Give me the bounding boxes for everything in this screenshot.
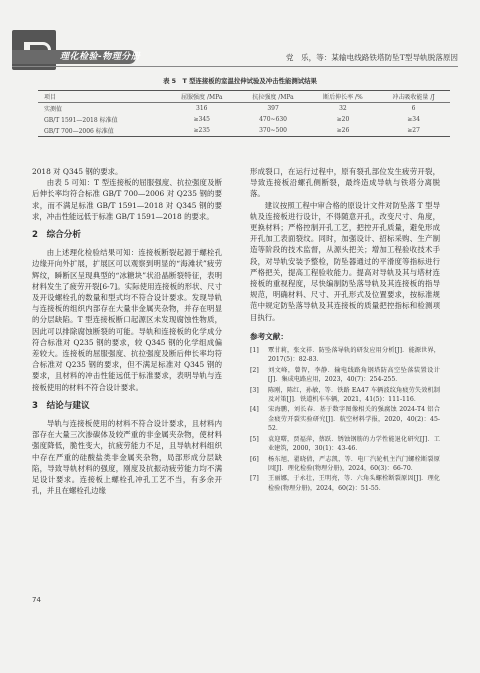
table-cell: GB/T 700—2006 标准值: [38, 125, 166, 137]
table-row: [38, 114, 450, 125]
reference-item: [250, 405, 440, 433]
body-paragraph: 由上述理化检验结果可知：连接板断裂起源于螺栓孔边缘开向外扩展，扩展区可以观察到明显的“海滩状”疲劳辉纹，瞬断区呈现典型的“冰糖块”状沿晶断裂特征，表明材料发生了疲劳开裂[6-7]。实际使用连接板的形状、尺寸及开设螺栓孔的数量和型式均不符合设计要求。发现导轨与连接板的组织内部存在大量非金属夹杂物，并存在明显的分层缺陷。T 型连接板断口起源区未发现腐蚀性物质，因此可以排除腐蚀断裂的可能。导轨和连接板的化学成分符合标准对 Q235 钢的要求，较 Q345 钢的化学组成偏差较大。连接板的屈服强度、抗拉强度及断后伸长率均符合标准对 Q235 钢的要求，但不满足标准对 Q345 钢的要求，且材料的冲击性能远低于标准要求，表明导轨与连接板使用的材料不符合设计要求。: [32, 248, 222, 392]
reference-number: [3]: [250, 386, 259, 394]
table-cell: ≥27: [377, 125, 450, 137]
reference-item: [250, 366, 440, 385]
reference-text: 杨东旭，翟晓倩，严志凯，等．电厂汽轮机主汽门螺栓断裂原因[J]．理化检验(物理分册)，2024，60(3)：66-70．: [268, 455, 440, 472]
table-cell: ≥26: [309, 125, 378, 137]
table-cell: ≥235: [166, 125, 237, 137]
body-paragraph: 导轨与连接板使用的材料不符合设计要求，且材料内部存在大量三次渗碳体及较严重的非金属夹杂物，使材料强度降低，脆性变大，抗疲劳能力不足，且导轨材料组织中存在严重的硅酸盐类非金属夹杂物，局部形成分层缺陷，导致导轨材料的强度，刚度及抗振动疲劳能力均不满足设计要求。连接板上螺栓孔冲孔工艺不当，有多余开孔，并且在螺栓孔边缘: [32, 419, 222, 496]
reference-text: 覃甘莉，张文祥．防坠落导轨的研发应用分析[J]．能源世界，2017(5)：82-83．: [268, 347, 440, 364]
references-heading: 参考文献：: [250, 331, 288, 341]
table-cell: 实测值: [44, 106, 63, 113]
reference-item: [250, 386, 440, 405]
section-heading-conclusion: 3 结论与建议: [32, 400, 90, 411]
table-header-cell: 屈服强度 /MPa: [166, 91, 237, 103]
table-header-cell: 项目: [38, 91, 166, 103]
reference-item: [250, 474, 440, 493]
reference-number: [5]: [250, 435, 259, 443]
references-list: [250, 346, 440, 493]
left-column: [32, 166, 222, 496]
body-paragraph: 2018 对 Q345 钢的要求。: [32, 167, 123, 176]
body-paragraph: 形成裂口，在运行过程中，原有裂孔部位发生疲劳开裂，导致连接板沿螺孔侧断裂，最终造成导轨与铁塔分离脱落。: [250, 167, 440, 199]
table-cell: GB/T 1591—2018 标准值: [44, 117, 118, 124]
reference-text: 刘文峰，曾智，李静．输电线路角钢塔防高空坠落装置设计[J]．集成电路应用，2023，40(7)：254-255．: [268, 366, 440, 384]
reference-text: 宋海鹏，刘长春．基于数字图像相关的强腐蚀 2024-T4 铝合金疲劳开裂实验研究[J]．航空材料学报，2020，40(2)：45-52．: [268, 406, 440, 433]
table-cell: 6: [411, 105, 416, 112]
journal-logo-text: 理化检验-物理分册: [60, 52, 141, 62]
right-column: [250, 166, 440, 494]
table-cell: 316: [196, 105, 208, 112]
table-row: [38, 125, 450, 137]
page-number: 74: [32, 596, 41, 604]
reference-text: 王丽娜，于永壮，王明亮，等．六角头螺栓断裂原因[J]．理化检验(物理分册)，2024，60(2)：51-55．: [268, 475, 440, 492]
table-cell: 397: [267, 105, 279, 112]
section-heading-analysis: 2 综合分析: [32, 230, 81, 241]
table-caption: 表 5 T 型连接板的室温拉伸试验及冲击性能测试结果: [163, 77, 317, 85]
table-cell: 470~630: [259, 116, 287, 123]
reference-item: [250, 455, 440, 474]
table-row: [38, 103, 450, 115]
reference-text: 袁迎曙，贾福萍，蔡跃．锈蚀钢筋的力学性能退化研究[J]．工业建筑，2000，30(1)：43-46．: [268, 435, 440, 453]
table-header-cell: 冲击吸收能量 /J: [377, 91, 450, 103]
table-cell: ≥34: [407, 116, 420, 123]
tensile-impact-table: [38, 90, 450, 137]
reference-number: [2]: [250, 366, 259, 374]
header-rule: [12, 66, 458, 67]
table-cell: ≥345: [193, 116, 210, 123]
reference-number: [1]: [250, 347, 259, 355]
reference-number: [6]: [250, 455, 259, 463]
table-cell: 32: [339, 105, 347, 112]
running-head: 党 乐，等：某输电线路铁塔防坠T型导轨脱落原因: [285, 53, 458, 62]
reference-text: 陈刚，陈红，孙敏，等．铁路 EA47 车辆波纹角疲劳失效机制及对策[J]．铁道机车车辆，2021，41(5)：111-116．: [268, 386, 440, 404]
body-paragraph: 由表 5 可知：T 型连接板的屈服强度、抗拉强度及断后伸长率均符合标准 GB/T 700—2006 对 Q235 钢的要求，而不满足标准 GB/T 1591—2018 对 Q345 钢的要求，冲击性能远低于标准 GB/T 1591—2018 的要求。: [32, 178, 222, 221]
reference-item: [250, 346, 440, 365]
table-header-cell: 抗拉强度 /MPa: [237, 91, 308, 103]
reference-number: [4]: [250, 406, 259, 414]
body-paragraph: 建议按照工程中审合格的原设计文件对防坠落 T 型导轨及连接板进行设计，不得随意开孔，改变尺寸、角度，更换材料；严格控制开孔工艺，把控开孔质量，避免形成开孔加工表面裂纹。同时，加强设计、招标采购、生产制造等阶段的技术监督，从源头把关；增加工程验收技术手段，对导轨安装予整检，防坠器通过的平滑度等指标进行严格把关，提高工程验收能力。提高对导轨及其与塔材连接板的重视程度，尽快编制防坠落导轨及其连接板的指导规范，明确材料、尺寸、开孔形式及位置要求，按标准规范中规定防坠落导轨及其连接板的质量把控指标和检测项目执行。: [250, 200, 440, 322]
table-header-row: [38, 91, 450, 103]
reference-number: [7]: [250, 475, 259, 483]
table-cell: 370~500: [237, 125, 308, 137]
table-cell: ≥20: [336, 116, 350, 123]
table-header-cell: 断后伸长率 /%: [309, 91, 378, 103]
reference-item: [250, 435, 440, 454]
